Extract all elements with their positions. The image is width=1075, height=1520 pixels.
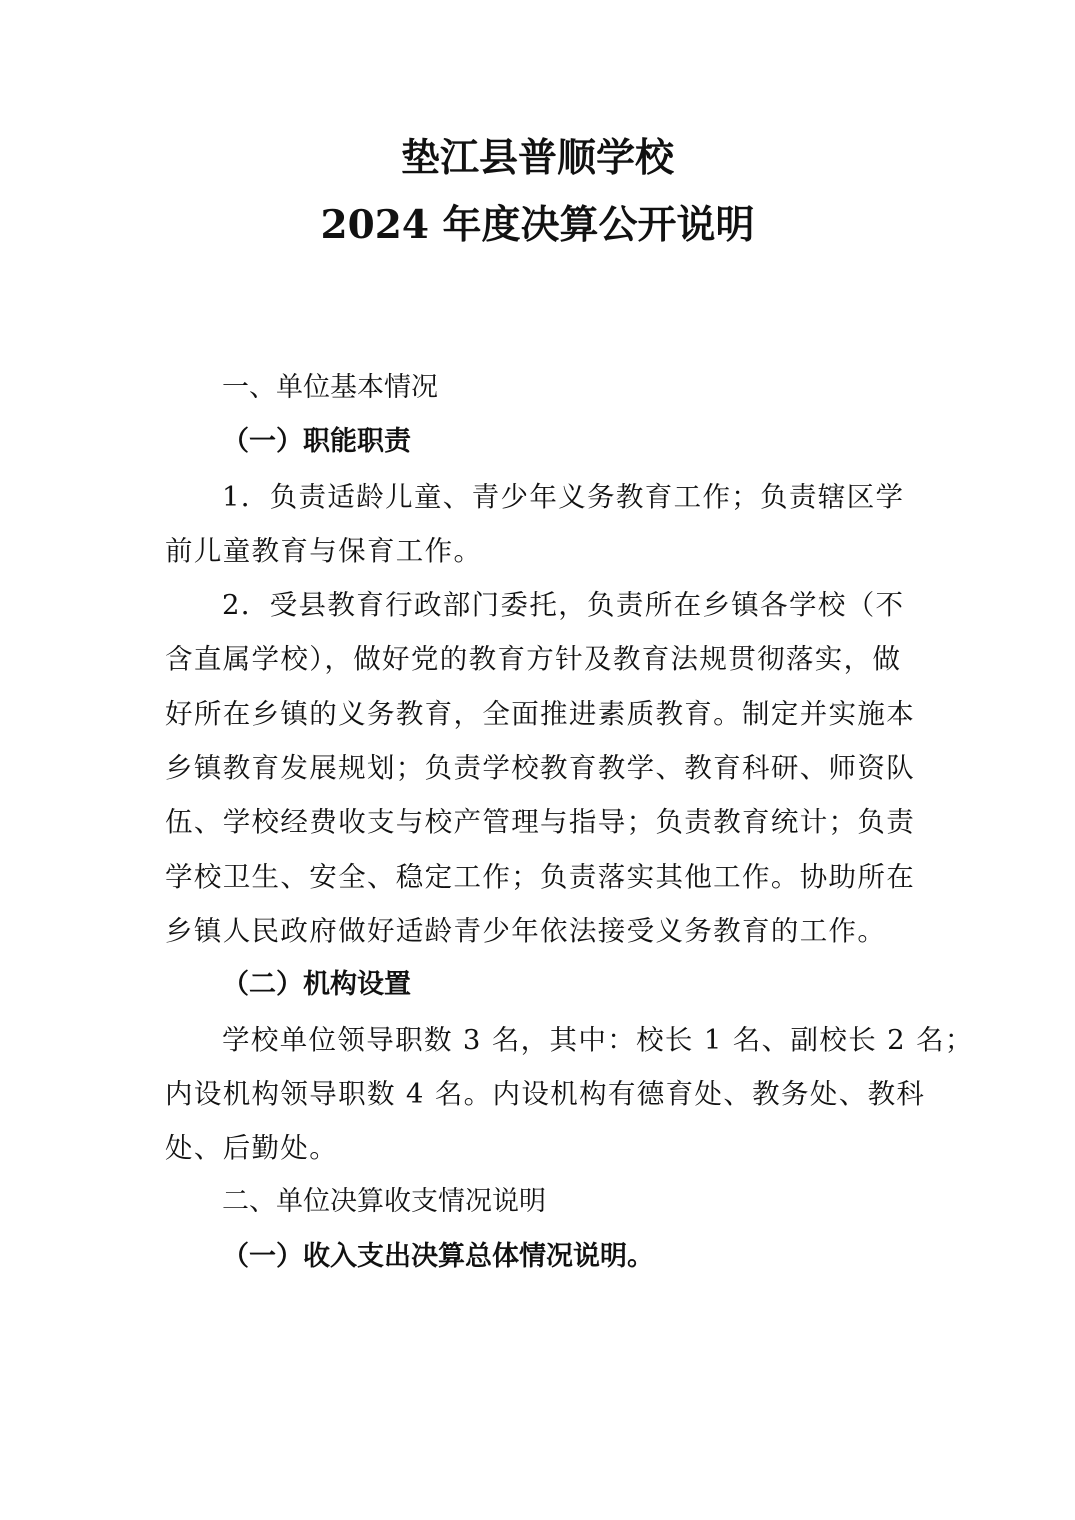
paragraph-line: 伍、学校经费收支与校产管理与指导；负责教育统计；负责 [165, 806, 916, 839]
subsection-heading-income-expense: （一）收入支出决算总体情况说明。 [222, 1240, 654, 1272]
section-heading-basic-info: 一、单位基本情况 [222, 372, 438, 403]
paragraph-line: 乡镇人民政府做好适龄青少年依法接受义务教育的工作。 [165, 914, 887, 947]
section-heading-budget: 二、单位决算收支情况说明 [222, 1186, 546, 1218]
document-title: 垫江县普顺学校 [400, 135, 674, 181]
subsection-heading-organization: （二）机构设置 [222, 969, 411, 1001]
document-subtitle: 2024 年度决算公开说明 [320, 202, 755, 248]
paragraph-line: 好所在乡镇的义务教育，全面推进素质教育。制定并实施本 [165, 697, 916, 730]
paragraph-line: 学校卫生、安全、稳定工作；负责落实其他工作。协助所在 [165, 860, 916, 893]
paragraph-line: 2．受县教育行政部门委托，负责所在乡镇各学校（不 [222, 589, 905, 622]
paragraph-line: 内设机构领导职数 4 名。内设机构有德育处、教务处、教科 [165, 1077, 926, 1110]
paragraph-line: 学校单位领导职数 3 名，其中：校长 1 名、副校长 2 名； [222, 1023, 974, 1056]
paragraph-line: 1．负责适龄儿童、青少年义务教育工作；负责辖区学 [222, 480, 905, 513]
paragraph-line: 前儿童教育与保育工作。 [165, 534, 483, 567]
paragraph-line: 乡镇教育发展规划；负责学校教育教学、教育科研、师资队 [165, 752, 916, 785]
paragraph-line: 含直属学校），做好党的教育方针及教育法规贯彻落实，做 [165, 643, 902, 676]
paragraph-line: 处、后勤处。 [165, 1132, 339, 1165]
subsection-heading-duties: （一）职能职责 [222, 426, 411, 458]
document-body [165, 361, 974, 1284]
